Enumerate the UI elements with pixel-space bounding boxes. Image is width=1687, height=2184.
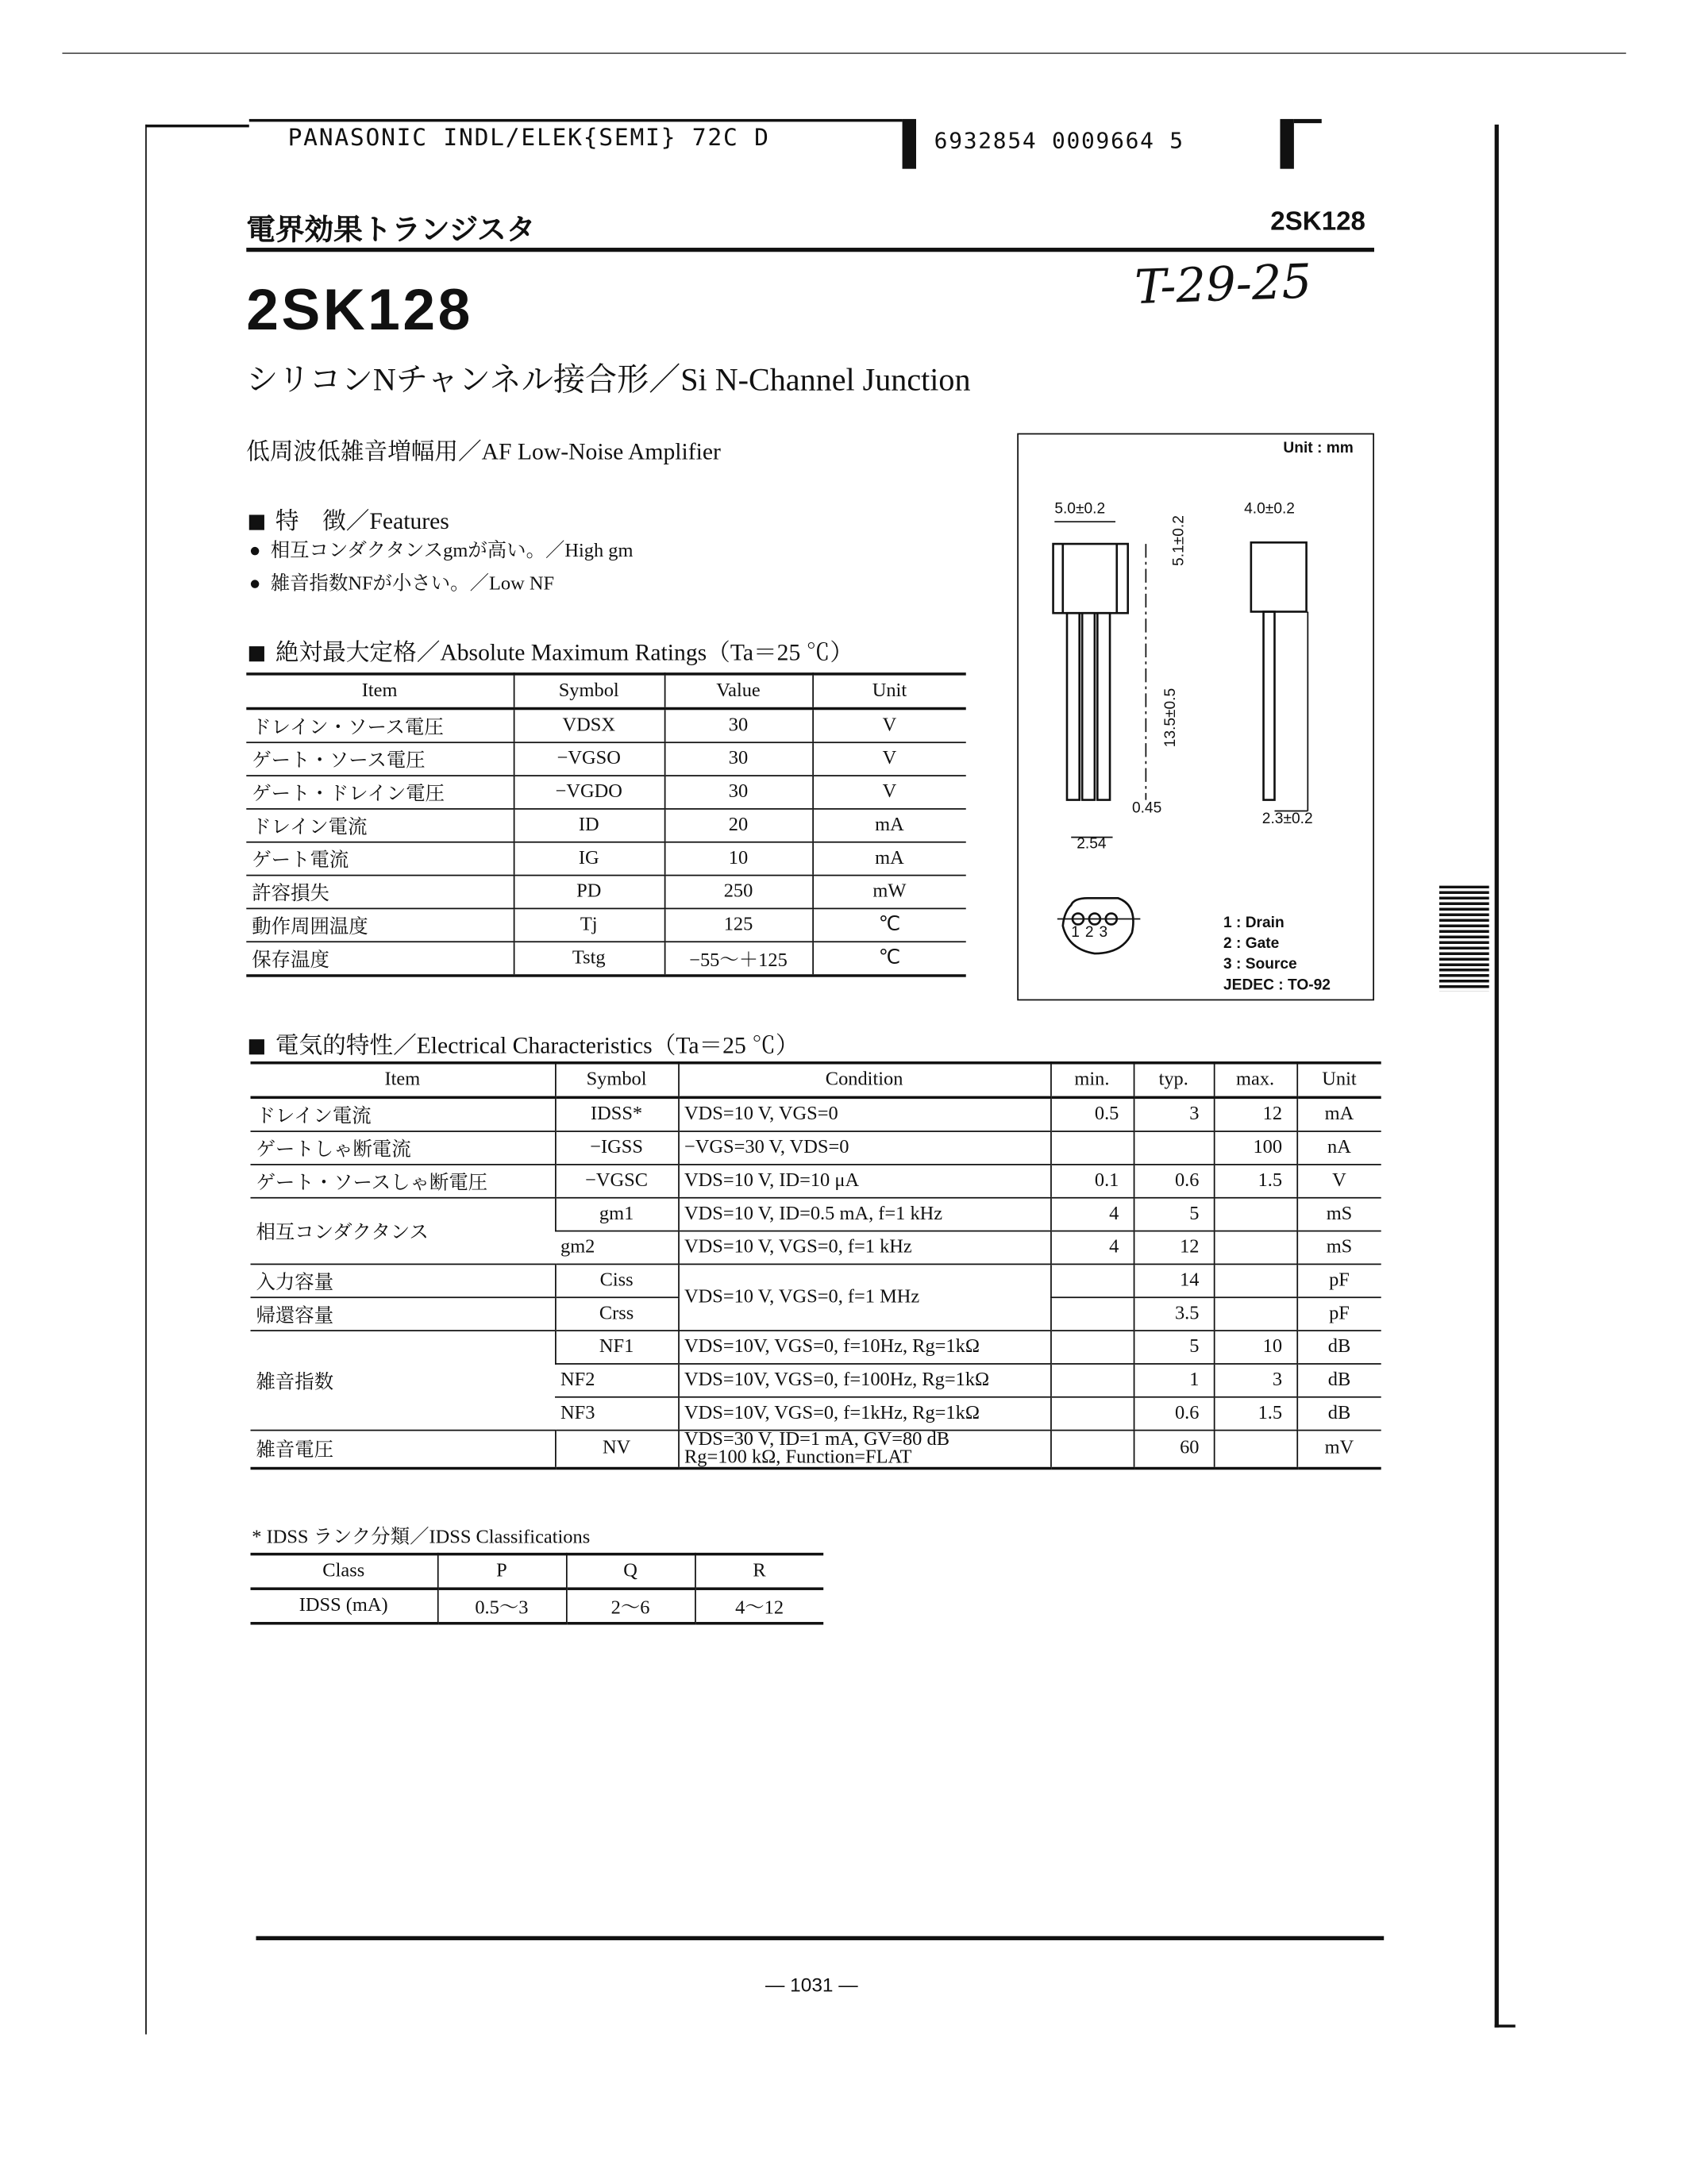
class-heading: * IDSS ランク分類／IDSS Classifications (252, 1527, 591, 1549)
feature-item: ● 相互コンダクタンスgmが高い。／High gm (248, 541, 634, 562)
item-cell: 雑音電圧 (251, 1431, 556, 1469)
typ-cell: 1 (1134, 1364, 1214, 1397)
cell: 10 (664, 842, 813, 876)
col-header: Value (664, 674, 813, 709)
cell: 4～12 (695, 1589, 823, 1624)
col-header: min. (1050, 1063, 1134, 1098)
cell: 0.5～3 (437, 1589, 566, 1624)
max-cell: 12 (1214, 1097, 1297, 1131)
typ-cell: 3.5 (1134, 1297, 1214, 1331)
part-number-small: 2SK128 (1270, 207, 1365, 237)
cell: 許容損失 (246, 876, 513, 909)
cell: 30 (664, 709, 813, 743)
pin-numbers (1071, 924, 1113, 941)
symbol-cell: IDSS* (555, 1097, 678, 1131)
pin-label: 1 : Drain (1223, 915, 1285, 932)
cell: 2～6 (566, 1589, 695, 1624)
feature-item: ● 雑音指数NFが小さい。／Low NF (248, 574, 555, 595)
cell: V (812, 776, 965, 809)
symbol-cell: NV (555, 1431, 678, 1469)
dim-offset: 2.3±0.2 (1261, 811, 1313, 828)
pin-number: 2 (1084, 924, 1100, 942)
elec-heading (249, 1026, 799, 1061)
unit-cell: pF (1296, 1264, 1381, 1297)
typ-cell: 0.6 (1134, 1397, 1214, 1431)
unit-cell: pF (1296, 1297, 1381, 1331)
cell: mW (812, 876, 965, 909)
condition-cell: VDS=10V, VGS=0, f=100Hz, Rg=1kΩ (678, 1364, 1050, 1397)
symbol-cell: gm1 (555, 1198, 678, 1231)
jedec-label: JEDEC : TO-92 (1223, 976, 1331, 994)
cell: −55～＋125 (664, 942, 813, 976)
min-cell: 4 (1050, 1231, 1134, 1265)
condition-cell: VDS=10 V, ID=10 μA (678, 1165, 1050, 1198)
max-cell (1214, 1264, 1297, 1297)
stamp-bar (903, 119, 916, 169)
unit-cell: dB (1296, 1364, 1381, 1397)
table-row (246, 908, 965, 942)
features-heading-text: 特 徴／Features (275, 507, 449, 534)
part-number: 2SK128 (246, 276, 473, 342)
cell: 20 (664, 809, 813, 842)
max-cell (1214, 1431, 1297, 1469)
elec-heading-text: 電気的特性／Electrical Characteristics（Ta＝25 ℃） (275, 1032, 799, 1059)
cell: PD (514, 876, 664, 909)
table-row (251, 1431, 1381, 1469)
col-header: Q (566, 1554, 695, 1589)
table-header (251, 1554, 824, 1589)
symbol-cell: −IGSS (555, 1131, 678, 1165)
table-row (251, 1589, 824, 1624)
category-title: 電界効果トランジスタ (246, 214, 536, 247)
col-header: P (437, 1554, 566, 1589)
cell: ゲート・ソース電圧 (246, 742, 513, 776)
col-header: Item (246, 674, 513, 709)
scan-edge-line (62, 52, 1626, 54)
max-cell: 3 (1214, 1364, 1297, 1397)
cell: ID (514, 809, 664, 842)
condition-line: Rg=100 kΩ, Function=FLAT (684, 1447, 912, 1469)
condition-cell: VDS=10V, VGS=0, f=10Hz, Rg=1kΩ (678, 1331, 1050, 1364)
cell: ドレイン・ソース電圧 (246, 709, 513, 743)
table-row (251, 1264, 1381, 1297)
max-cell: 10 (1214, 1331, 1297, 1364)
unit-cell: nA (1296, 1131, 1381, 1165)
feature-text: 相互コンダクタンスgmが高い。／High gm (270, 541, 634, 562)
condition-cell: VDS=10 V, VGS=0 (678, 1097, 1050, 1131)
min-cell: 4 (1050, 1198, 1134, 1231)
stamp-right-text: 6932854 0009664 5 (934, 127, 1184, 154)
features-heading (249, 501, 449, 536)
cell: mA (812, 809, 965, 842)
item-cell: ゲート・ソースしゃ断電圧 (251, 1165, 556, 1198)
symbol-cell: NF3 (555, 1397, 678, 1431)
pin-number: 3 (1099, 924, 1114, 942)
unit-cell: mS (1296, 1198, 1381, 1231)
cell: ゲート電流 (246, 842, 513, 876)
table-row (251, 1097, 1381, 1131)
footer-rule (256, 1936, 1384, 1940)
unit-cell: dB (1296, 1397, 1381, 1431)
typ-cell: 0.6 (1134, 1165, 1214, 1198)
table-row (246, 709, 965, 743)
subtitle: シリコンNチャンネル接合形／Si N-Channel Junction (246, 362, 971, 398)
pin-number: 1 (1071, 924, 1085, 942)
cell: Tj (514, 908, 664, 942)
col-header: Symbol (555, 1063, 678, 1098)
application: 低周波低雑音増幅用／AF Low-Noise Amplifier (246, 438, 721, 465)
typ-cell: 14 (1134, 1264, 1214, 1297)
typ-cell: 5 (1134, 1331, 1214, 1364)
col-header: max. (1214, 1063, 1297, 1098)
condition-cell (678, 1431, 1050, 1469)
typ-cell: 3 (1134, 1097, 1214, 1131)
condition-line: VDS=30 V, ID=1 mA, GV=80 dB (684, 1429, 949, 1450)
registration-marks (1439, 886, 1489, 991)
min-cell (1050, 1364, 1134, 1397)
min-cell (1050, 1431, 1134, 1469)
table-row (251, 1131, 1381, 1165)
symbol-cell: gm2 (555, 1231, 678, 1265)
dim-lead: 13.5±0.5 (1162, 688, 1180, 748)
dim-depth: 4.0±0.2 (1244, 501, 1295, 518)
item-cell: ゲートしゃ断電流 (251, 1131, 556, 1165)
typ-cell: 5 (1134, 1198, 1214, 1231)
max-cell: 100 (1214, 1131, 1297, 1165)
min-cell (1050, 1131, 1134, 1165)
symbol-cell: Ciss (555, 1264, 678, 1297)
max-cell (1214, 1297, 1297, 1331)
unit-cell: V (1296, 1165, 1381, 1198)
cell: VDSX (514, 709, 664, 743)
table-row (246, 842, 965, 876)
title-rule (246, 248, 1374, 251)
col-header: Symbol (514, 674, 664, 709)
condition-cell: VDS=10 V, VGS=0, f=1 kHz (678, 1231, 1050, 1265)
item-cell: 雑音指数 (251, 1331, 556, 1431)
border-left (145, 125, 147, 2035)
dim-pitch: 2.54 (1077, 835, 1107, 853)
cell: ドレイン電流 (246, 809, 513, 842)
symbol-cell: Crss (555, 1297, 678, 1331)
condition-cell: VDS=10V, VGS=0, f=1kHz, Rg=1kΩ (678, 1397, 1050, 1431)
unit-cell: mS (1296, 1231, 1381, 1265)
item-cell: ドレイン電流 (251, 1097, 556, 1131)
col-header: Class (251, 1554, 437, 1589)
symbol-cell: NF2 (555, 1364, 678, 1397)
min-cell (1050, 1264, 1134, 1297)
cell: ℃ (812, 908, 965, 942)
min-cell: 0.1 (1050, 1165, 1134, 1198)
col-header: Condition (678, 1063, 1050, 1098)
class-table (251, 1553, 824, 1625)
dim-lead-width: 0.45 (1131, 799, 1162, 817)
cell: −VGSO (514, 742, 664, 776)
cell: IG (514, 842, 664, 876)
cell: 30 (664, 742, 813, 776)
pin-label: 3 : Source (1223, 956, 1297, 973)
feature-text: 雑音指数NFが小さい。／Low NF (270, 574, 555, 595)
col-header: Item (251, 1063, 556, 1098)
col-header: R (695, 1554, 823, 1589)
symbol-cell: NF1 (555, 1331, 678, 1364)
table-row (246, 809, 965, 842)
pin-label: 2 : Gate (1223, 935, 1280, 953)
item-cell: 入力容量 (251, 1264, 556, 1297)
cell: −VGDO (514, 776, 664, 809)
dim-body: 5.1±0.2 (1170, 515, 1188, 566)
stamp-border (249, 119, 903, 121)
max-cell: 1.5 (1214, 1165, 1297, 1198)
border-top-left (145, 125, 249, 127)
unit-cell: dB (1296, 1331, 1381, 1364)
cell: V (812, 709, 965, 743)
border-right (1495, 125, 1499, 2028)
cell: 保存温度 (246, 942, 513, 976)
cell: ゲート・ドレイン電圧 (246, 776, 513, 809)
stamp-left-text: PANASONIC INDL/ELEK{SEMI} 72C D (287, 124, 770, 152)
unit-cell: mA (1296, 1097, 1381, 1131)
page-number: — 1031 — (765, 1973, 858, 1996)
cell: IDSS (mA) (251, 1589, 437, 1624)
condition-cell: VDS=10 V, ID=0.5 mA, f=1 kHz (678, 1198, 1050, 1231)
min-cell: 0.5 (1050, 1097, 1134, 1131)
min-cell (1050, 1397, 1134, 1431)
item-cell: 相互コンダクタンス (251, 1198, 556, 1265)
elec-table (251, 1061, 1381, 1469)
dim-width: 5.0±0.2 (1054, 501, 1106, 518)
table-row (246, 742, 965, 776)
abs-max-table (246, 672, 965, 977)
table-header (246, 674, 965, 709)
abs-max-heading (249, 633, 853, 668)
package-drawing (1017, 433, 1374, 1001)
stamp-bar (1280, 119, 1293, 169)
table-row (246, 942, 965, 976)
cell: Tstg (514, 942, 664, 976)
typ-cell (1134, 1131, 1214, 1165)
pin-legend (1223, 914, 1331, 997)
border-corner (1495, 2024, 1516, 2027)
typ-cell: 12 (1134, 1231, 1214, 1265)
cell: 250 (664, 876, 813, 909)
col-header: typ. (1134, 1063, 1214, 1098)
table-row (246, 876, 965, 909)
col-header: Unit (1296, 1063, 1381, 1098)
table-header (251, 1063, 1381, 1098)
abs-max-heading-text: 絶対最大定格／Absolute Maximum Ratings（Ta＝25 ℃） (275, 639, 853, 666)
table-row (251, 1331, 1381, 1364)
table-row (251, 1198, 1381, 1231)
table-row (251, 1165, 1381, 1198)
max-cell (1214, 1198, 1297, 1231)
condition-cell: VDS=10 V, VGS=0, f=1 MHz (678, 1264, 1050, 1331)
min-cell (1050, 1331, 1134, 1364)
cell: mA (812, 842, 965, 876)
unit-label: Unit : mm (1283, 440, 1354, 457)
symbol-cell: −VGSC (555, 1165, 678, 1198)
min-cell (1050, 1297, 1134, 1331)
cell: 動作周囲温度 (246, 908, 513, 942)
cell: ℃ (812, 942, 965, 976)
max-cell: 1.5 (1214, 1397, 1297, 1431)
col-header: Unit (812, 674, 965, 709)
table-row (246, 776, 965, 809)
unit-cell: mV (1296, 1431, 1381, 1469)
typ-cell: 60 (1134, 1431, 1214, 1469)
cell: V (812, 742, 965, 776)
item-cell: 帰還容量 (251, 1297, 556, 1331)
cell: 125 (664, 908, 813, 942)
cell: 30 (664, 776, 813, 809)
stamp-border (1294, 119, 1322, 123)
max-cell (1214, 1231, 1297, 1265)
condition-cell: −VGS=30 V, VDS=0 (678, 1131, 1050, 1165)
handwritten-note: T-29-25 (1134, 254, 1313, 316)
